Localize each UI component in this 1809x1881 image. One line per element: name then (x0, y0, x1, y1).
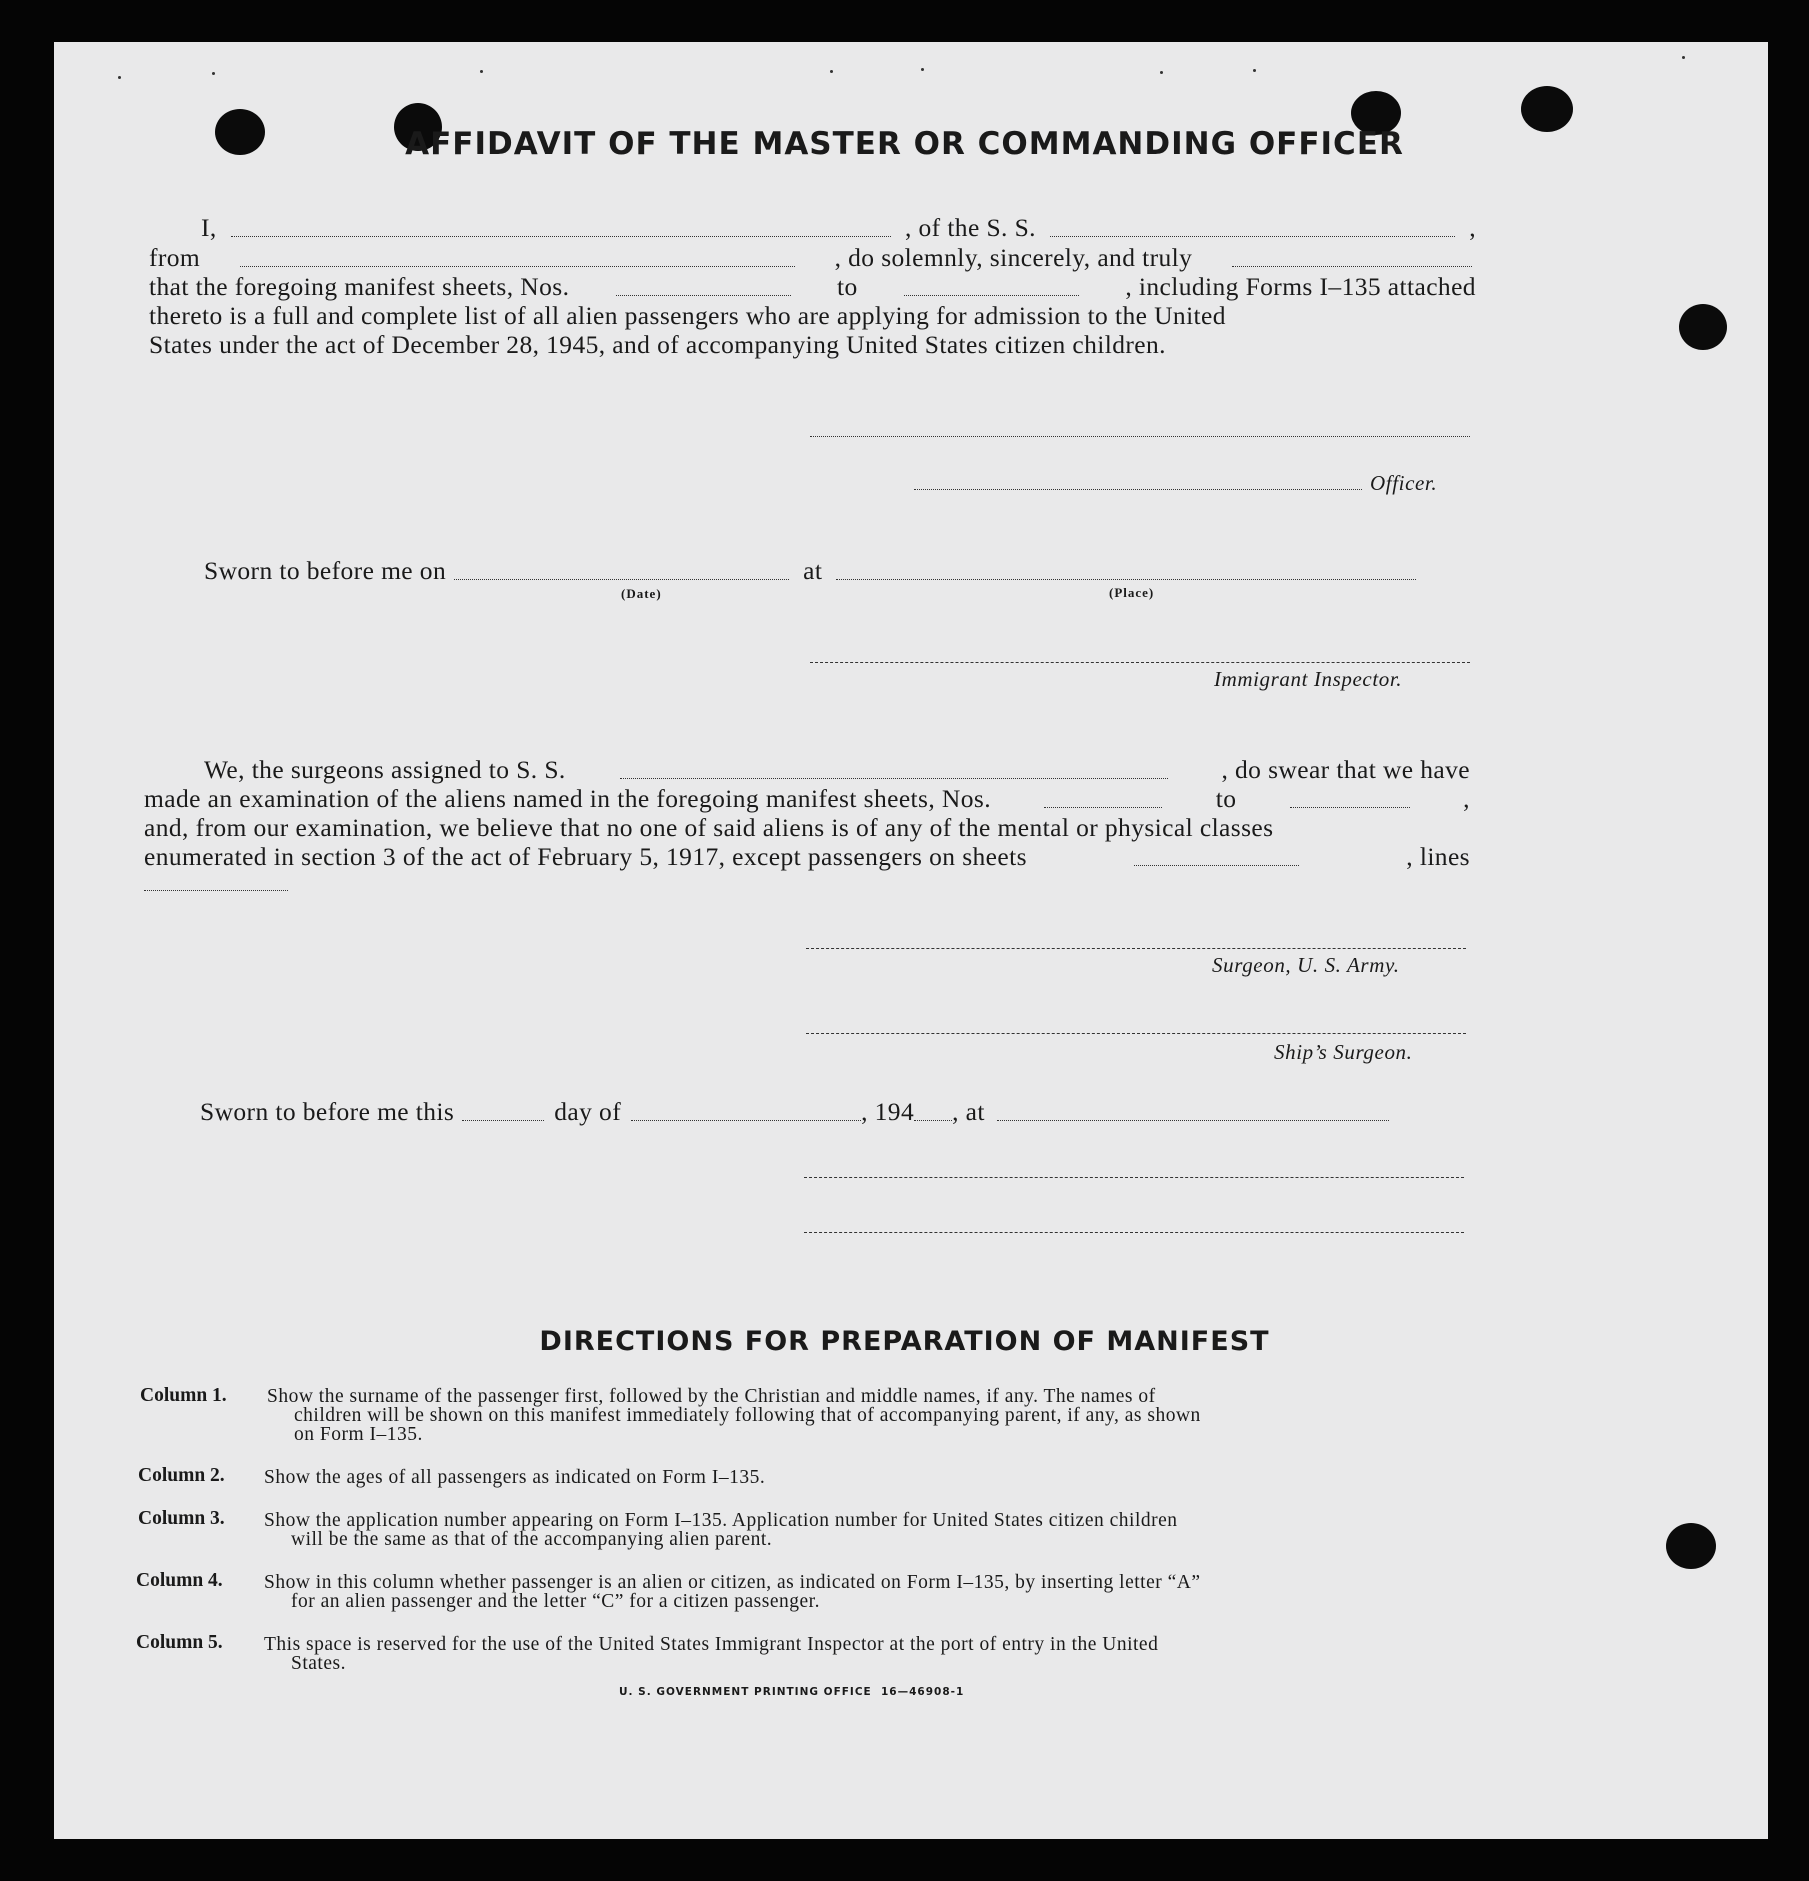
sworn-date-blank[interactable] (454, 579, 789, 580)
paper-speck (1253, 69, 1256, 72)
officer-name-blank[interactable] (231, 236, 891, 237)
punch-hole (1666, 1523, 1716, 1569)
sworn-text: at (803, 556, 823, 585)
column-4-line: Show in this column whether passenger is an alien or citizen, as indicated on Form I–135, by inserting letter “A” (264, 1572, 1201, 1593)
sheet-from-blank[interactable] (616, 295, 791, 296)
surgeons-line-3: and, from our examination, we believe that no one of said aliens is of any of the mental or physical classes (144, 813, 1274, 842)
column-1-text (267, 1387, 1201, 1444)
surgeons-text: , do swear that we have (1221, 755, 1470, 784)
sworn-text: day of (554, 1097, 622, 1126)
affidavit-text: to (837, 272, 858, 301)
sworn-text: , at (952, 1097, 985, 1126)
column-3-text (264, 1511, 1178, 1549)
affidavit-line-5: States under the act of December 28, 1945, and of accompanying United States citizen children. (149, 330, 1166, 359)
sworn-text: Sworn to before me this (200, 1097, 455, 1126)
column-4-line: for an alien passenger and the letter “C” for a citizen passenger. (291, 1591, 820, 1612)
paper-speck (1160, 71, 1163, 74)
officer-title-line[interactable] (914, 489, 1362, 490)
affidavit-line-1 (149, 213, 1476, 243)
form-code: 16—46908-1 (881, 1686, 965, 1698)
inspector-caption: Immigrant Inspector. (1214, 667, 1403, 691)
except-lines-blank[interactable] (144, 890, 288, 891)
surgeons-text: made an examination of the aliens named in the foregoing manifest sheets, Nos. (144, 784, 991, 813)
column-1-label: Column 1. (140, 1385, 227, 1406)
column-5-label: Column 5. (136, 1632, 223, 1653)
surgeons-line-4 (144, 842, 1470, 872)
surgeons-text: enumerated in section 3 of the act of February 5, 1917, except passengers on sheets (144, 842, 1027, 871)
column-1-line: on Form I–135. (294, 1424, 423, 1445)
column-5-text (264, 1635, 1158, 1673)
inspector-signature-line-2[interactable] (804, 1177, 1464, 1178)
affidavit-text: I, (201, 213, 217, 242)
sworn-day-blank[interactable] (462, 1120, 544, 1121)
surgeons-line-2 (144, 784, 1470, 814)
surgeon-ship-blank[interactable] (620, 778, 1168, 779)
affidavit-text: from (149, 243, 201, 272)
column-1-line: children will be shown on this manifest immediately following that of accompanying parent, if any, as shown (294, 1405, 1201, 1426)
officer-signature-line[interactable] (810, 436, 1470, 437)
column-3-line: will be the same as that of the accompanying alien parent. (291, 1529, 773, 1550)
directions-title: DIRECTIONS FOR PREPARATION OF MANIFEST (539, 1326, 1270, 1357)
ship-name-blank[interactable] (1050, 236, 1455, 237)
column-1-line: Show the surname of the passenger first, followed by the Christian and middle names, if any. The names of (267, 1386, 1156, 1407)
column-4-text (264, 1573, 1201, 1611)
column-5-line: This space is reserved for the use of the United States Immigrant Inspector at the port of entry in the United (264, 1634, 1159, 1655)
affidavit-line-4: thereto is a full and complete list of all alien passengers who are applying for admission to the United (149, 301, 1226, 330)
surgeons-text: to (1215, 784, 1237, 813)
inspector-signature-line[interactable] (810, 662, 1470, 663)
paper-speck (830, 70, 833, 73)
inspector-title-line-2[interactable] (804, 1232, 1464, 1233)
printer-imprint: U. S. GOVERNMENT PRINTING OFFICE (619, 1686, 872, 1698)
affidavit-text: , do solemnly, sincerely, and truly (834, 243, 1193, 272)
column-5-line: States. (291, 1653, 346, 1674)
date-label: (Date) (621, 586, 662, 601)
paper-speck (480, 70, 483, 73)
sworn-text: , 194 (861, 1097, 915, 1126)
place-label: (Place) (1109, 585, 1155, 600)
affirmation-blank[interactable] (1232, 266, 1472, 267)
paper-speck (921, 68, 924, 71)
column-3-label: Column 3. (138, 1508, 225, 1529)
sworn-place-blank-2[interactable] (997, 1120, 1389, 1121)
ship-surgeon-signature-line[interactable] (806, 1033, 1466, 1034)
surgeons-text: , lines (1406, 842, 1470, 871)
paper-speck (1682, 56, 1685, 59)
sworn-place-blank[interactable] (836, 579, 1416, 580)
surgeon-sheet-from-blank[interactable] (1044, 807, 1162, 808)
affidavit-text: that the foregoing manifest sheets, Nos. (149, 272, 570, 301)
affidavit-line-2 (149, 243, 1476, 273)
paper-speck (212, 72, 215, 75)
army-surgeon-caption: Surgeon, U. S. Army. (1212, 953, 1400, 977)
surgeons-text: We, the surgeons assigned to S. S. (204, 755, 566, 784)
surgeons-line-1 (144, 755, 1470, 785)
departure-port-blank[interactable] (240, 266, 795, 267)
affidavit-text: , (1469, 213, 1476, 242)
affidavit-title: AFFIDAVIT OF THE MASTER OR COMMANDING OFFICER (405, 126, 1404, 162)
except-sheets-blank[interactable] (1134, 865, 1299, 866)
sworn-inspector-line (204, 556, 1420, 586)
army-surgeon-signature-line[interactable] (806, 948, 1466, 949)
surgeons-text: , (1463, 784, 1470, 813)
surgeon-sheet-to-blank[interactable] (1290, 807, 1410, 808)
affidavit-line-3 (149, 272, 1476, 302)
affidavit-text: , including Forms I–135 attached (1125, 272, 1476, 301)
sworn-text: Sworn to before me on (204, 556, 447, 585)
sworn-surgeon-line (200, 1097, 1393, 1127)
column-3-line: Show the application number appearing on Form I–135. Application number for United States citizen children (264, 1510, 1178, 1531)
column-2-label: Column 2. (138, 1465, 225, 1486)
punch-hole (1679, 304, 1727, 350)
sheet-to-blank[interactable] (904, 295, 1079, 296)
affidavit-text: , of the S. S. (904, 213, 1036, 242)
officer-caption: Officer. (1370, 471, 1438, 495)
ship-surgeon-caption: Ship’s Surgeon. (1274, 1040, 1413, 1064)
sworn-month-blank[interactable] (631, 1120, 861, 1121)
column-4-label: Column 4. (136, 1570, 223, 1591)
column-2-text (264, 1468, 765, 1487)
sworn-year-blank[interactable] (914, 1120, 952, 1121)
column-2-line: Show the ages of all passengers as indicated on Form I–135. (264, 1467, 766, 1488)
paper-speck (118, 76, 121, 79)
